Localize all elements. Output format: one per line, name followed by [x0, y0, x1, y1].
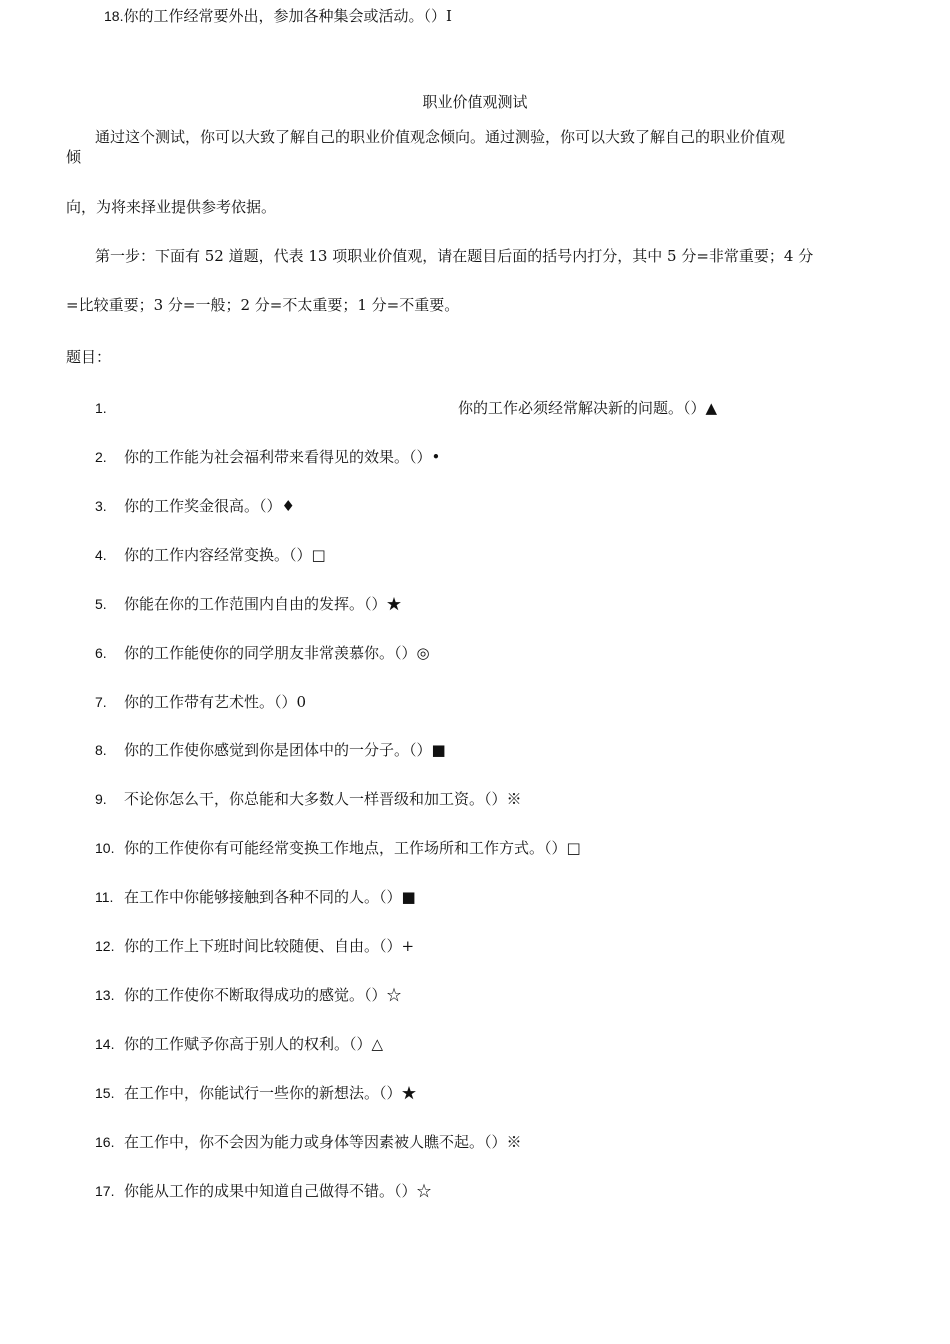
question-number: 3.: [95, 498, 107, 514]
question-text: 你的工作使你有可能经常变换工作地点，工作场所和工作方式。（）□: [124, 839, 581, 857]
intro-paragraph-line-2: 向，为将来择业提供参考依据。: [66, 198, 277, 216]
question-text: 你的工作经常要外出，参加各种集会或活动。（）Ⅰ: [123, 7, 452, 25]
question-number: 16.: [95, 1134, 115, 1150]
question-text: 在工作中你能够接触到各种不同的人。（）■: [124, 888, 416, 906]
question-text: 你的工作使你不断取得成功的感觉。（）☆: [124, 986, 402, 1004]
questions-label: 题目：: [66, 348, 112, 366]
question-number: 14.: [95, 1036, 115, 1052]
question-text: 不论你怎么干，你总能和大多数人一样晋级和加工资。（）※: [124, 790, 522, 808]
question-text: 你的工作奖金很高。（）♦: [124, 497, 295, 515]
question-number: 10.: [95, 840, 115, 856]
question-number: 13.: [95, 987, 115, 1003]
question-text: 你的工作使你感觉到你是团体中的一分子。（）■: [124, 741, 446, 759]
question-text: 你的工作带有艺术性。（）0: [124, 693, 307, 711]
question-number: 1.: [95, 400, 107, 416]
intro-paragraph-line-1: 通过这个测试，你可以大致了解自己的职业价值观念倾向。通过测验，你可以大致了解自己的职业价值观: [95, 128, 786, 146]
question-number: 12.: [95, 938, 115, 954]
question-text: 你的工作上下班时间比较随便、自由。（）+: [124, 937, 415, 955]
question-number: 6.: [95, 645, 107, 661]
question-text: 你的工作赋予你高于别人的权利。（）△: [124, 1035, 384, 1053]
question-text: 你的工作内容经常变换。（）□: [124, 546, 326, 564]
question-text: 你的工作能为社会福利带来看得见的效果。（）•: [124, 448, 441, 466]
question-text: 你的工作能使你的同学朋友非常羡慕你。（）◎: [124, 644, 430, 662]
question-number: 2.: [95, 449, 107, 465]
question-text: 在工作中，你不会因为能力或身体等因素被人瞧不起。（）※: [124, 1133, 522, 1151]
question-number: 4.: [95, 547, 107, 563]
question-number: 17.: [95, 1183, 115, 1199]
question-number: 18.: [104, 8, 124, 24]
question-text: 你能从工作的成果中知道自己做得不错。（）☆: [124, 1182, 432, 1200]
step-instruction-line-1: 第一步：下面有 52 道题，代表 13 项职业价值观，请在题目后面的括号内打分，其中 5 分=非常重要；4 分: [95, 247, 814, 265]
question-18: [104, 6, 452, 26]
intro-paragraph-wrap: 倾: [66, 148, 82, 166]
question-number: 11.: [95, 889, 114, 905]
question-text: 你的工作必须经常解决新的问题。（）▲: [458, 399, 718, 417]
question-number: 7.: [95, 694, 107, 710]
question-number: 9.: [95, 791, 107, 807]
question-number: 5.: [95, 596, 107, 612]
question-text: 在工作中，你能试行一些你的新想法。（）★: [124, 1084, 417, 1102]
question-number: 8.: [95, 742, 107, 758]
question-number: 15.: [95, 1085, 115, 1101]
question-text: 你能在你的工作范围内自由的发挥。（）★: [124, 595, 402, 613]
step-instruction-line-2: =比较重要；3 分=一般；2 分=不太重要；1 分=不重要。: [66, 296, 460, 314]
page-title: 职业价值观测试: [422, 93, 528, 111]
